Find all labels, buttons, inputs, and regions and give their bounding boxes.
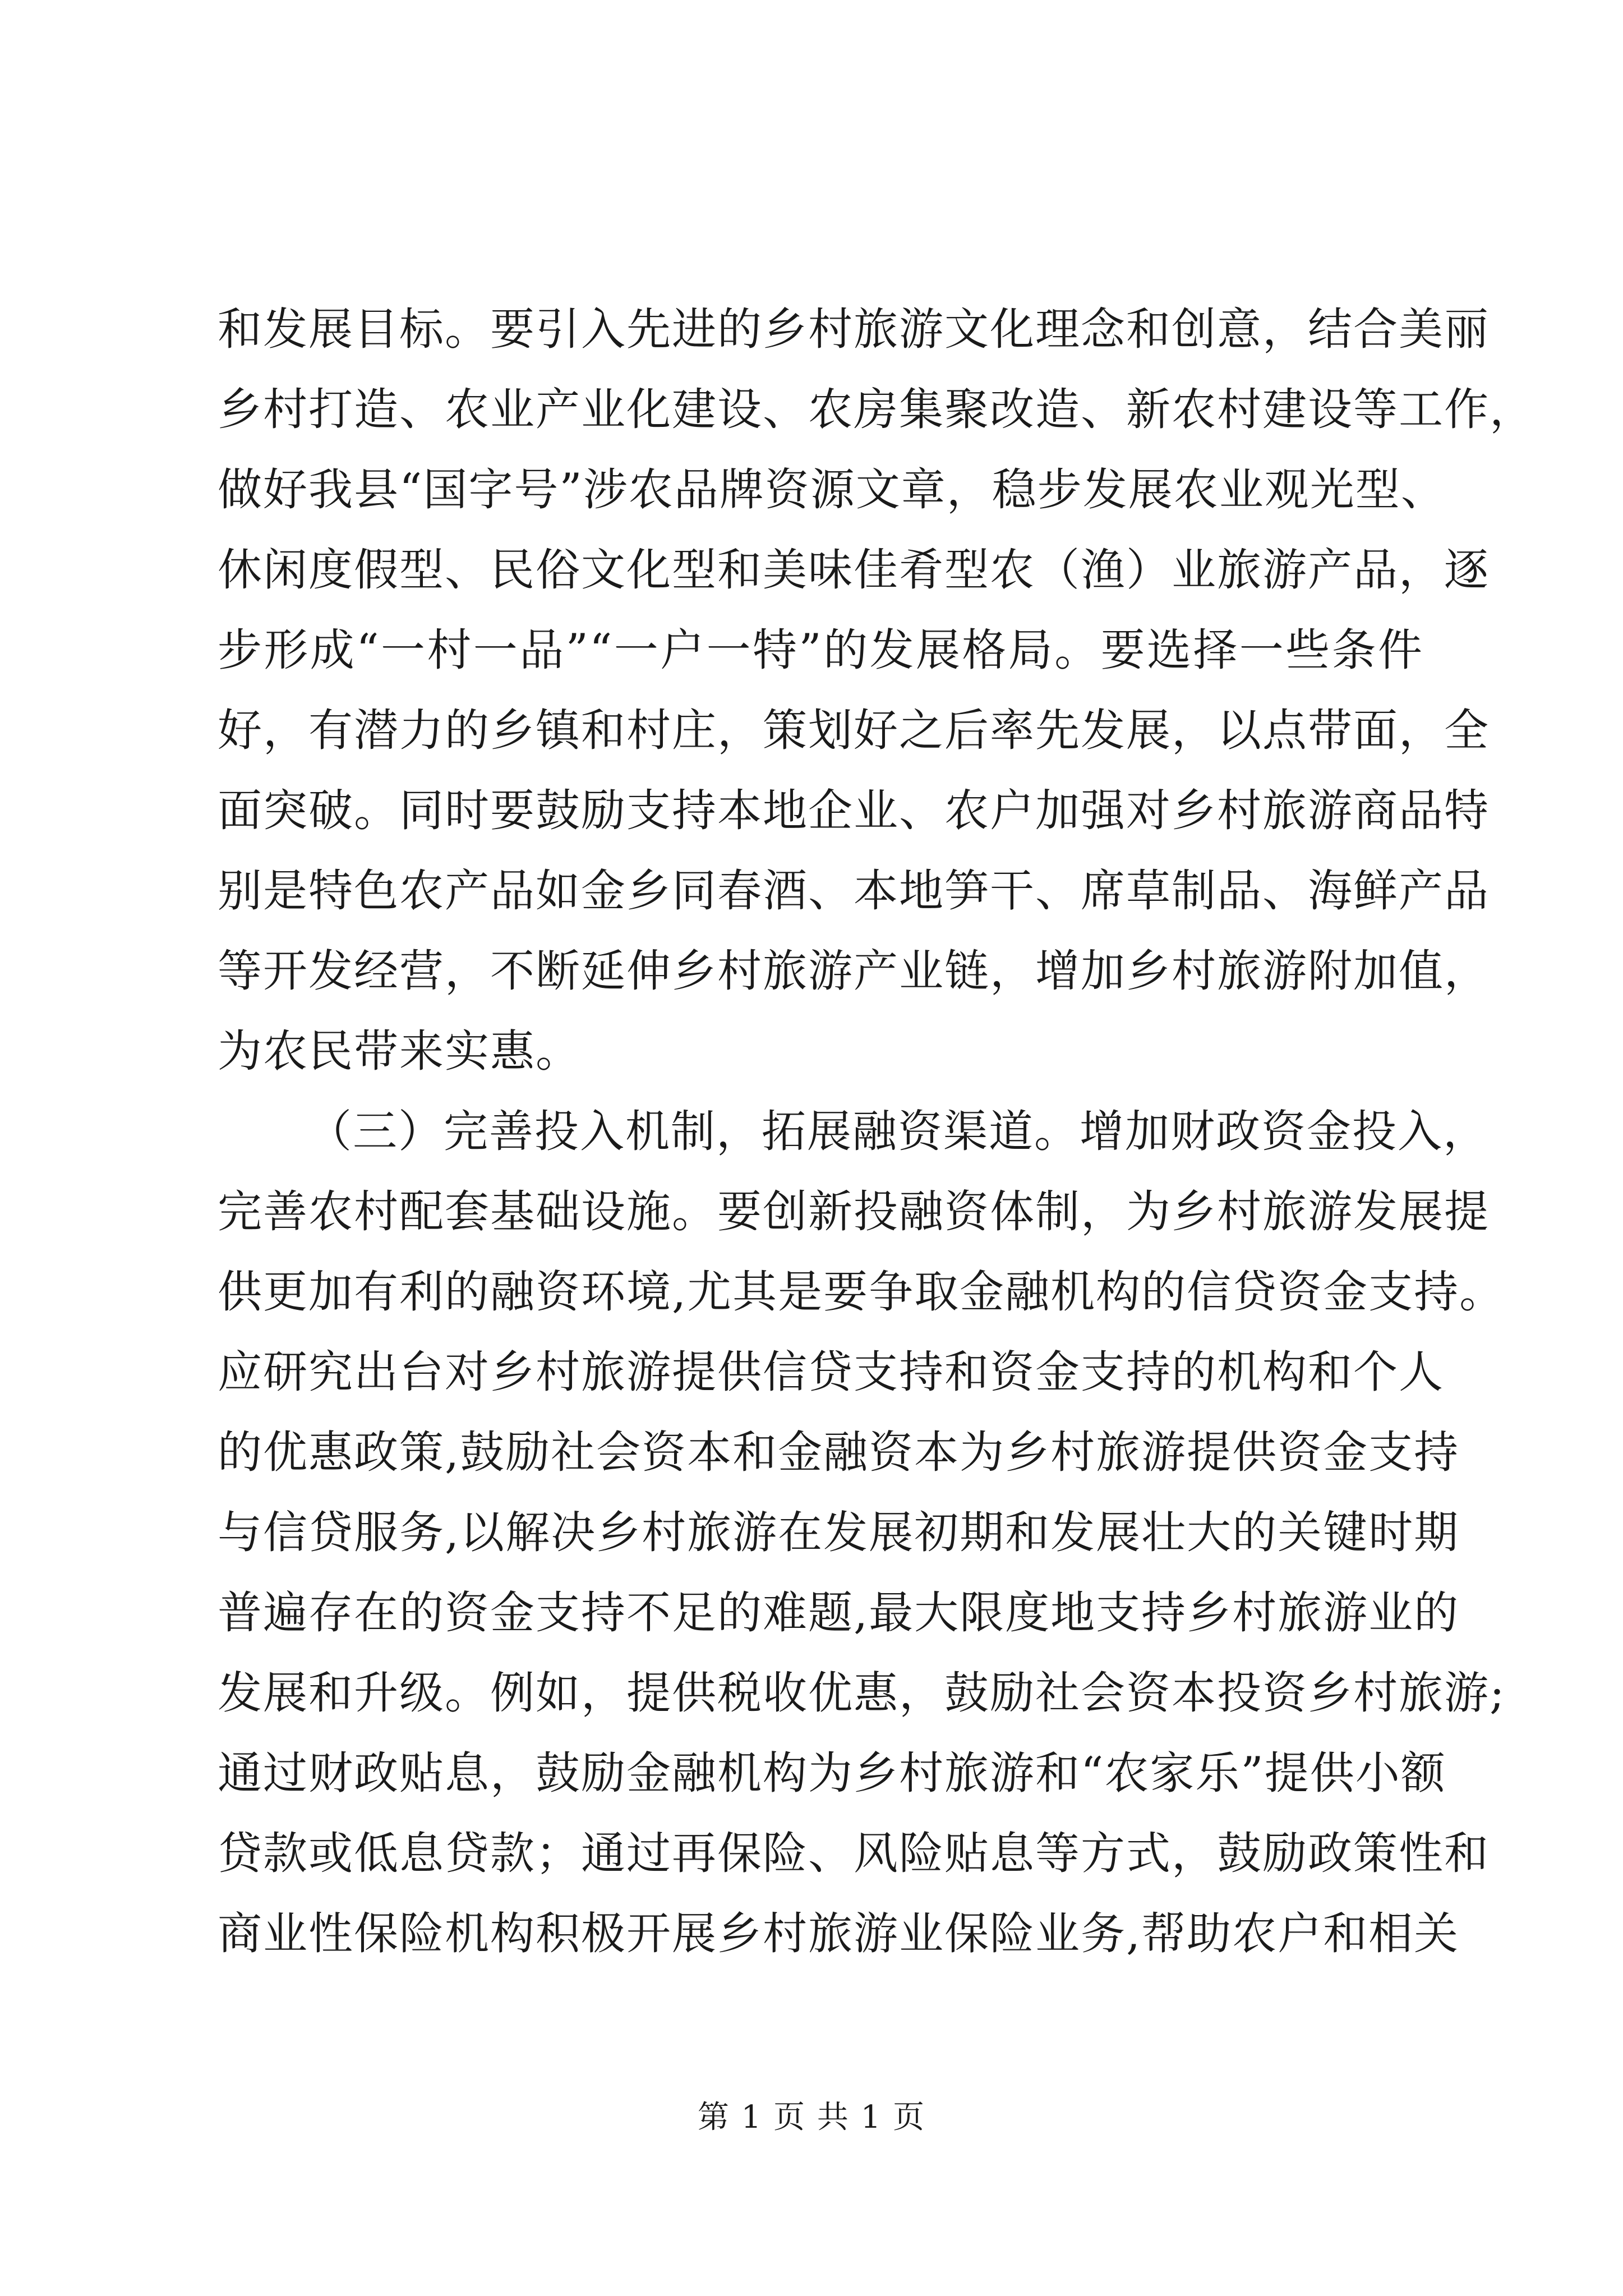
text-line: 做好我县“国字号”涉农品牌资源文章，稳步发展农业观光型、 xyxy=(218,464,1446,516)
text-line: 发展和升级。例如，提供税收优惠，鼓励社会资本投资乡村旅游; xyxy=(218,1667,1506,1719)
text-line: 与信贷服务,以解决乡村旅游在发展初期和发展壮大的关键时期 xyxy=(218,1507,1460,1558)
text-line: 步形成“一村一品”“一户一特”的发展格局。要选择一些条件 xyxy=(218,624,1423,676)
text-line: 面突破。同时要鼓励支持本地企业、农户加强对乡村旅游商品特 xyxy=(218,785,1490,836)
text-line: 供更加有利的融资环境,尤其是要争取金融机构的信贷资金支持。 xyxy=(218,1266,1505,1318)
page-footer: 第 1 页 共 1 页 xyxy=(697,2099,926,2136)
text-line: 好，有潜力的乡镇和村庄，策划好之后率先发展，以点带面，全 xyxy=(218,705,1490,756)
text-line: 商业性保险机构积极开展乡村旅游业保险业务,帮助农户和相关 xyxy=(218,1908,1460,1959)
text-line: 为农民带来实惠。 xyxy=(218,1025,581,1077)
text-line: 休闲度假型、民俗文化型和美味佳肴型农（渔）业旅游产品，逐 xyxy=(218,544,1490,596)
text-line: 和发展目标。要引入先进的乡村旅游文化理念和创意，结合美丽 xyxy=(218,303,1490,355)
text-line: 完善农村配套基础设施。要创新投融资体制，为乡村旅游发展提 xyxy=(218,1186,1490,1237)
document-body xyxy=(218,289,1535,1974)
text-line: 等开发经营，不断延伸乡村旅游产业链，增加乡村旅游附加值， xyxy=(218,945,1490,997)
text-line: 普遍存在的资金支持不足的难题,最大限度地支持乡村旅游业的 xyxy=(218,1587,1460,1639)
section-heading-line: （三）完善投入机制，拓展融资渠道。增加财政资金投入， xyxy=(307,1106,1488,1157)
text-line: 应研究出台对乡村旅游提供信贷支持和资金支持的机构和个人 xyxy=(218,1346,1444,1398)
text-line: 乡村打造、农业产业化建设、农房集聚改造、新农村建设等工作， xyxy=(218,384,1535,435)
text-line: 的优惠政策,鼓励社会资本和金融资本为乡村旅游提供资金支持 xyxy=(218,1427,1460,1478)
text-line: 别是特色农产品如金乡同春酒、本地笋干、席草制品、海鲜产品 xyxy=(218,865,1490,917)
text-line: 通过财政贴息，鼓励金融机构为乡村旅游和“农家乐”提供小额 xyxy=(218,1747,1446,1799)
text-line: 贷款或低息贷款；通过再保险、风险贴息等方式，鼓励政策性和 xyxy=(218,1828,1490,1879)
